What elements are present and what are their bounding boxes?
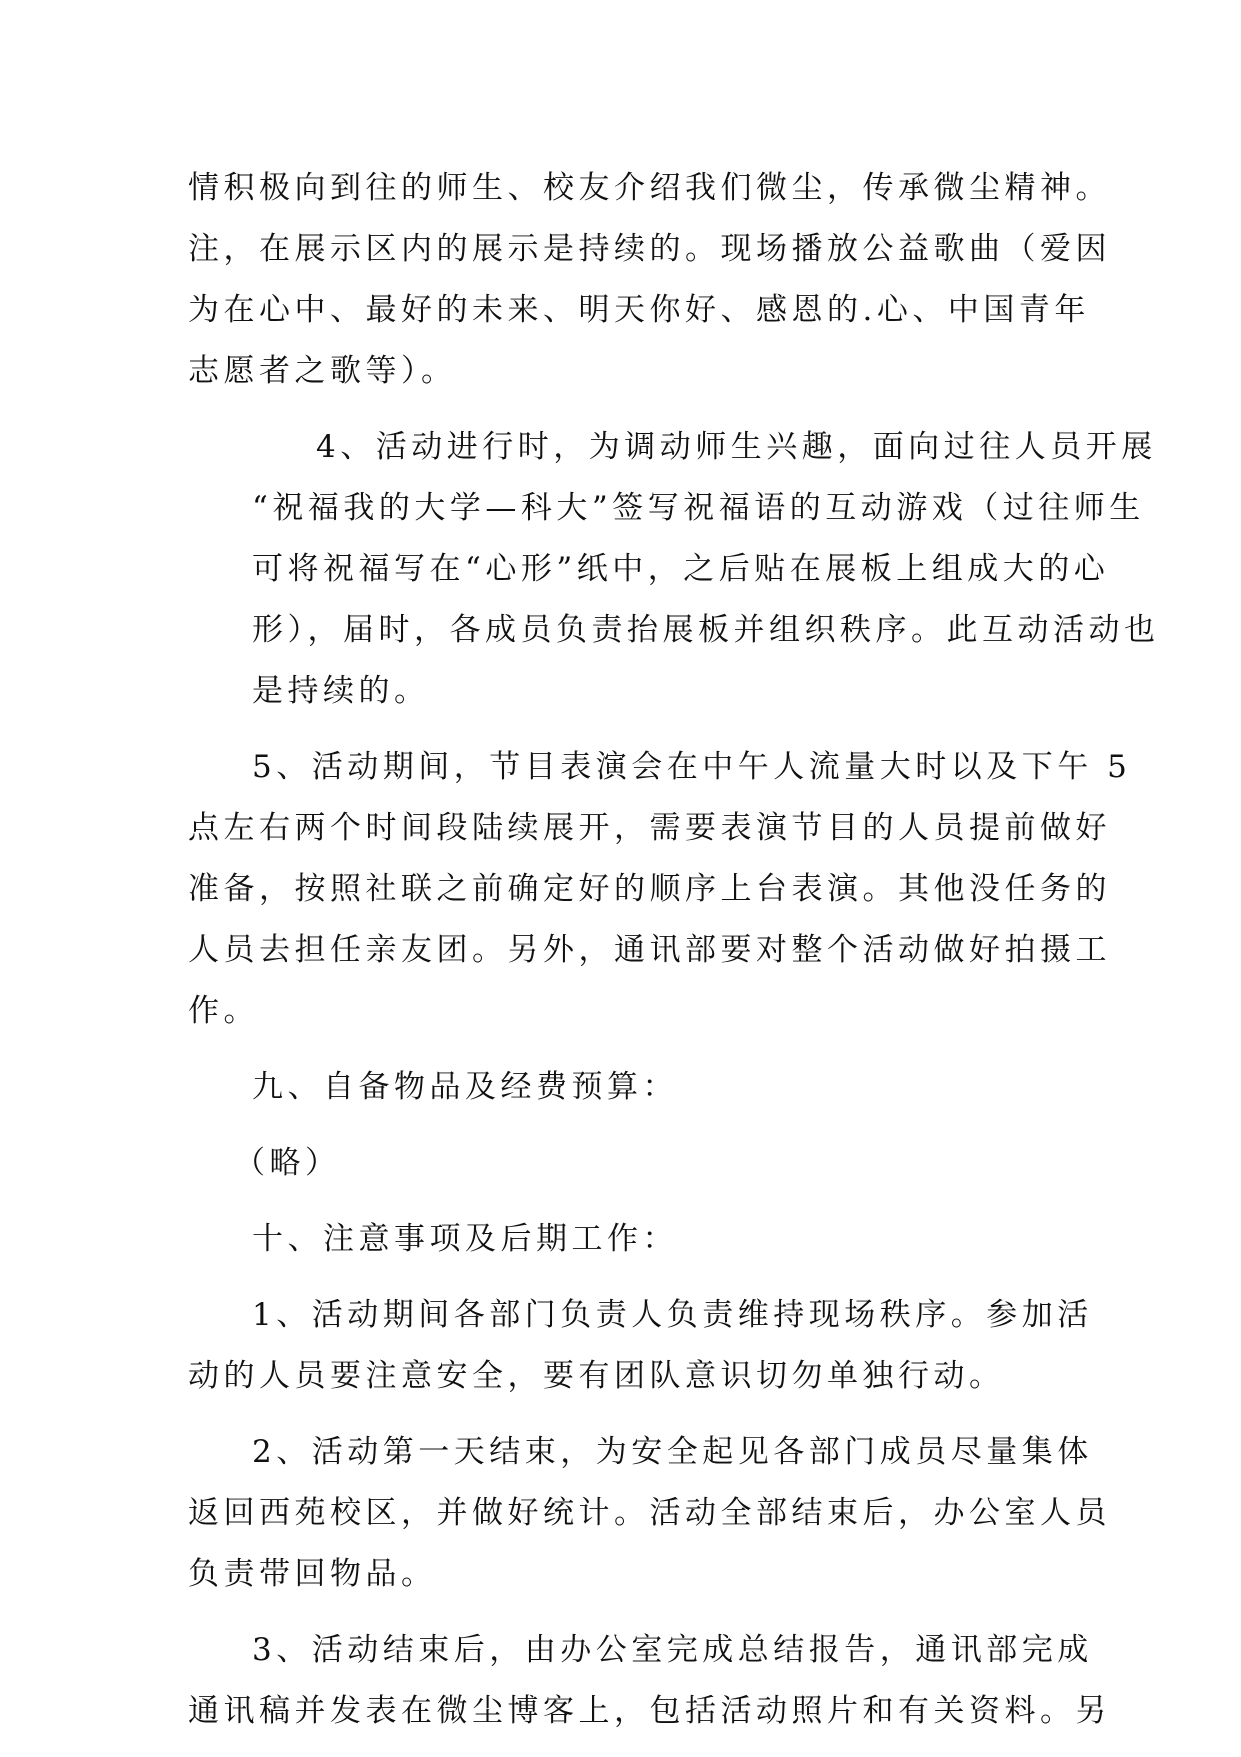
paragraph-item-5	[188, 737, 1132, 1042]
text-line: 志愿者之歌等）。	[188, 353, 457, 389]
paragraph-item-4	[188, 417, 1160, 722]
text-line: 通讯稿并发表在微尘博客上，包括活动照片和有关资料。另	[188, 1693, 1111, 1729]
text-line: 点左右两个时间段陆续展开，需要表演节目的人员提前做好	[188, 810, 1111, 846]
text-line: 5、活动期间，节目表演会在中午人流量大时以及下午 5	[252, 749, 1132, 785]
text-line: 动的人员要注意安全，要有团队意识切勿单独行动。	[188, 1358, 1005, 1394]
text-line: 准备，按照社联之前确定好的顺序上台表演。其他没任务的	[188, 871, 1111, 907]
text-line: 作。	[188, 993, 259, 1029]
text-line: （略）	[234, 1145, 341, 1181]
document-body	[188, 158, 1160, 1757]
text-line: 为在心中、最好的未来、明天你好、感恩的.心、中国青年	[188, 292, 1090, 328]
text-line: 形），届时，各成员负责抬展板并组织秩序。此互动活动也	[252, 612, 1160, 648]
text-line: 可将祝福写在“心形”纸中，之后贴在展板上组成大的心	[252, 551, 1110, 587]
section-heading-notes	[188, 1209, 1068, 1270]
paragraph-note-3	[188, 1620, 1111, 1742]
heading-text: 九、自备物品及经费预算：	[252, 1069, 678, 1105]
text-line: 负责带回物品。	[188, 1556, 437, 1592]
section-heading-budget	[188, 1057, 1068, 1118]
paragraph-note-1	[188, 1285, 1093, 1407]
text-line: 注，在展示区内的展示是持续的。现场播放公益歌曲（爱因	[188, 231, 1111, 267]
text-line: 4、活动进行时，为调动师生兴趣，面向过往人员开展	[316, 429, 1157, 465]
text-line: 人员去担任亲友团。另外，通讯部要对整个活动做好拍摄工	[188, 932, 1111, 968]
text-line: 情积极向到往的师生、校友介绍我们微尘，传承微尘精神。	[188, 170, 1111, 206]
text-line: 1、活动期间各部门负责人负责维持现场秩序。参加活	[252, 1297, 1093, 1333]
text-line: 返回西苑校区，并做好统计。活动全部结束后，办公室人员	[188, 1495, 1111, 1531]
paragraph-note-2	[188, 1422, 1111, 1605]
paragraph-promotion-continued	[188, 158, 1111, 402]
paragraph-omitted-note	[188, 1133, 1068, 1194]
text-line: 是持续的。	[252, 673, 430, 709]
heading-text: 十、注意事项及后期工作：	[252, 1221, 678, 1257]
text-line: 3、活动结束后，由办公室完成总结报告，通讯部完成	[252, 1632, 1093, 1668]
text-line: “祝福我的大学—科大”签写祝福语的互动游戏（过往师生	[252, 490, 1145, 526]
text-line: 2、活动第一天结束，为安全起见各部门成员尽量集体	[252, 1434, 1093, 1470]
